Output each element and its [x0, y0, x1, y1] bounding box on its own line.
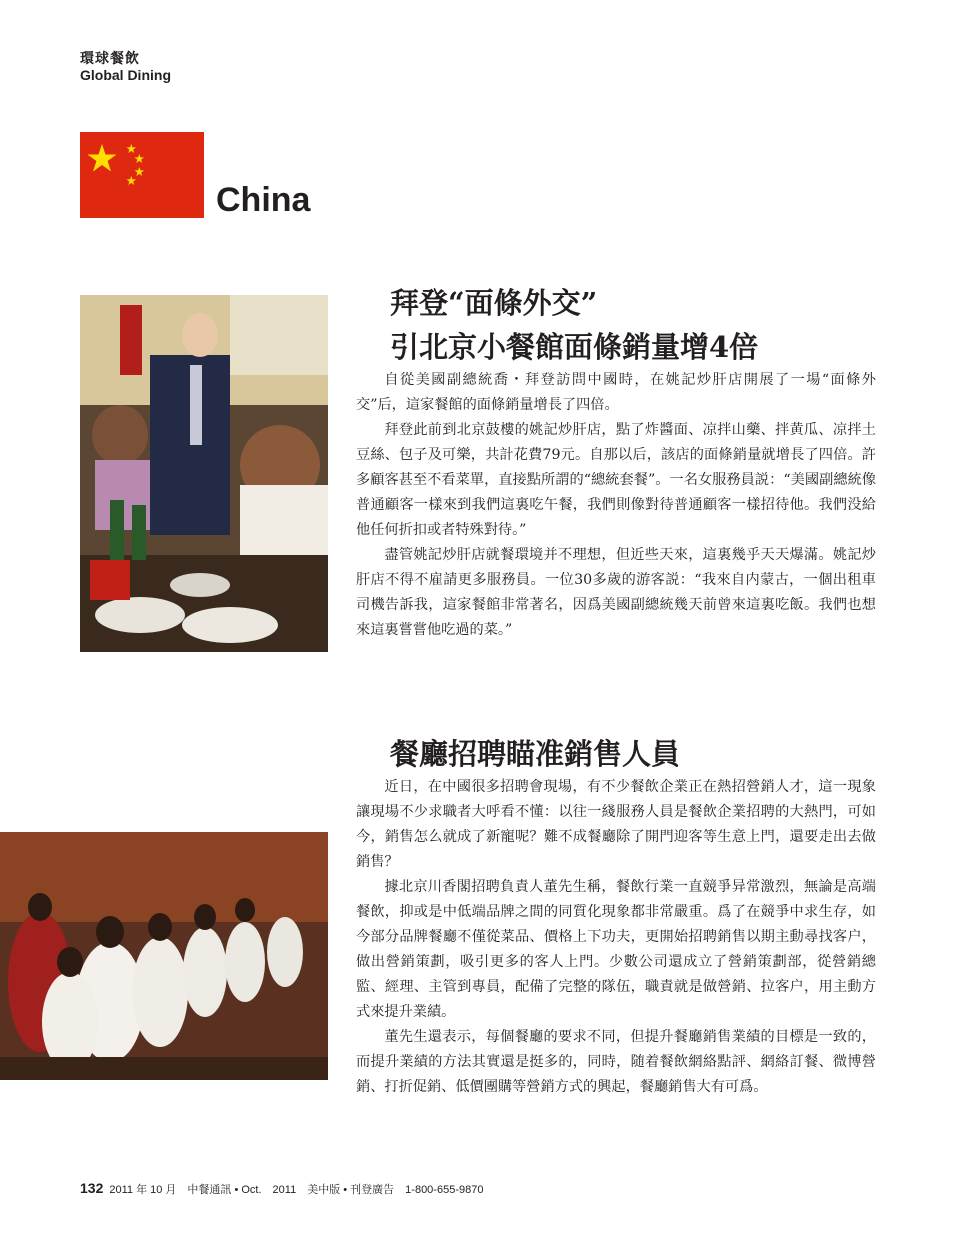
footer-text: 2011 年 10 月 中餐通訊 • Oct. 2011 美中版 • 刊登廣告 1-800-655-9870 — [109, 1184, 484, 1196]
section-title-en: Global Dining — [80, 67, 171, 83]
page-number: 132 — [80, 1180, 104, 1196]
article1-body — [356, 368, 876, 643]
page-footer — [80, 1180, 483, 1197]
restaurant-photo — [80, 295, 328, 652]
article1-paragraph: 自從美國副總統喬・拜登訪問中國時，在姚記炒肝店開展了一場“面條外交”后，這家餐館的面條銷量增長了四倍。 — [356, 372, 876, 413]
section-title-zh: 環球餐飲 — [80, 50, 140, 66]
article2-body — [356, 775, 876, 1100]
article2-headline: 餐廳招聘瞄准銷售人員 — [390, 737, 681, 771]
section-header — [80, 50, 171, 84]
article2-paragraph: 據北京川香閣招聘負責人董先生稱，餐飲行業一直競爭异常激烈，無論是高端餐飲，抑或是中低端品牌之間的同質化現象都非常嚴重。爲了在競爭中求生存，如今部分品牌餐廳不僅從菜品、價格上下功夫，更開始招聘銷售以期主動尋找客户，做出營銷策劃，吸引更多的客人上門。少數公司還成立了營銷策劃部，從營銷總監、經理、主管到專員，配備了完整的隊伍，職責就是做營銷、拉客户，用主動方式來提升業績。 — [356, 879, 876, 1020]
article1-paragraph: 拜登此前到北京鼓樓的姚記炒肝店，點了炸醬面、凉拌山藥、拌黄瓜、凉拌土豆絲、包子及可樂，共計花費79元。自那以后，該店的面條銷量就增長了四倍。許多顧客甚至不看菜單，直接點所謂的“總統套餐”。一名女服務員説：“美國副總統像普通顧客一樣來到我們這裏吃午餐，我們則像對待普通顧客一樣招待他。我們没給他任何折扣或者特殊對待。” — [356, 422, 876, 538]
article1-headline-line1: 拜登“面條外交” — [390, 286, 598, 320]
country-name: China — [216, 181, 311, 219]
staff-group-photo — [0, 832, 328, 1080]
article1-headline-line2: 引北京小餐館面條銷量增4倍 — [390, 330, 759, 364]
article1-paragraph: 盡管姚記炒肝店就餐環境并不理想，但近些天來，這裏幾乎天天爆滿。姚記炒肝店不得不雇請更多服務員。一位30多歲的游客説：“我來自内蒙古，一個出租車司機告訴我，這家餐館非常著名，因爲美國副總統幾天前曾來這裏吃飯。我們也想來這裏嘗嘗他吃過的菜。” — [356, 547, 876, 638]
article2-paragraph: 近日，在中國很多招聘會現場，有不少餐飲企業正在熱招營銷人才，這一現象讓現場不少求職者大呼看不懂：以往一綫服務人員是餐飲企業招聘的大熱門，可如今，銷售怎么就成了新寵呢？難不成餐廳除了開門迎客等生意上門，還要走出去做銷售？ — [356, 779, 876, 870]
article2-paragraph: 董先生還表示，每個餐廳的要求不同，但提升餐廳銷售業績的目標是一致的，而提升業績的方法其實還是挺多的，同時，随着餐飲網絡點評、網絡訂餐、微博營銷、打折促銷、低價團購等營銷方式的興起，餐廳銷售大有可爲。 — [356, 1029, 876, 1095]
china-flag-icon — [80, 132, 204, 218]
